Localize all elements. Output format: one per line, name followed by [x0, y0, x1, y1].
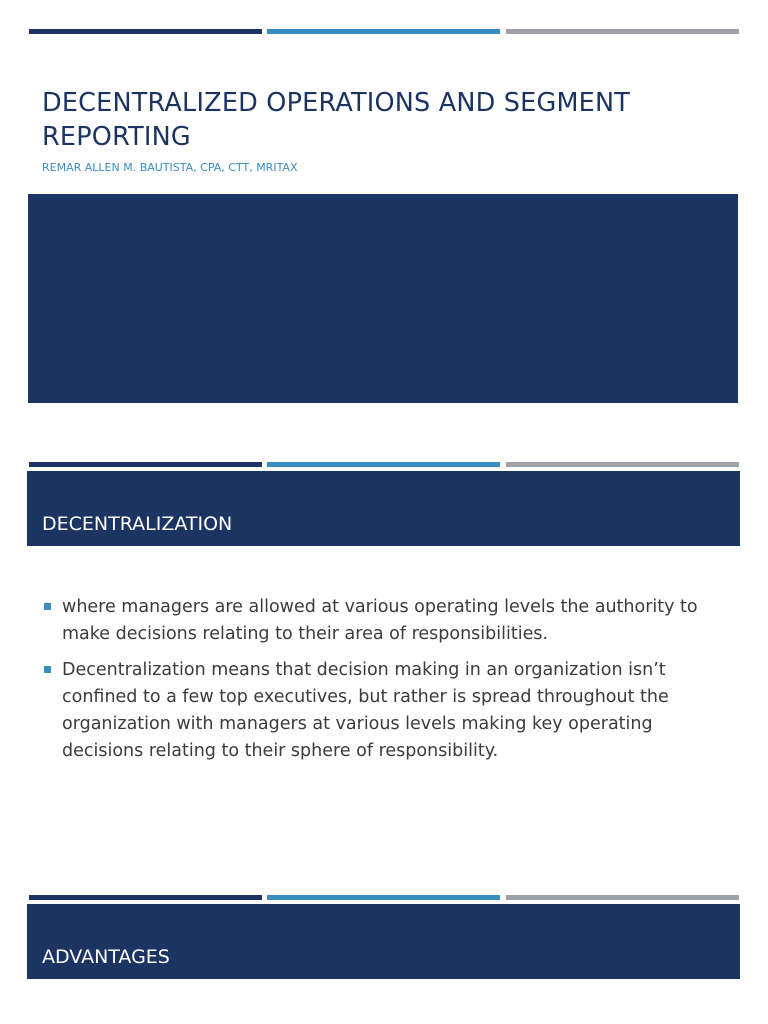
bullet-text: where managers are allowed at various operating levels the authority to make decisions relating to their area of responsibilities.	[62, 597, 698, 644]
square-bullet-icon	[44, 666, 51, 673]
section-header-band	[27, 471, 740, 546]
accent-bars	[29, 895, 739, 900]
list-item	[42, 657, 722, 765]
bullet-list	[42, 594, 722, 774]
square-bullet-icon	[44, 603, 51, 610]
accent-bar-blue	[267, 462, 500, 467]
bullet-text: Decentralization means that decision making in an organization isn’t confined to a few top executives, but rather is spread throughout the organization with managers at various levels making key operating decisions relating to their sphere of responsibility.	[62, 660, 669, 761]
list-item	[42, 594, 722, 648]
accent-bar-navy	[29, 29, 262, 34]
accent-bar-blue	[267, 895, 500, 900]
section-header-band	[27, 904, 740, 979]
accent-bar-blue	[267, 29, 500, 34]
accent-bars	[29, 29, 739, 34]
slide-subtitle: REMAR ALLEN M. BAUTISTA, CPA, CTT, MRITAX	[42, 161, 298, 174]
accent-bar-gray	[506, 895, 739, 900]
accent-bar-gray	[506, 29, 739, 34]
section-heading: ADVANTAGES	[42, 946, 170, 968]
accent-bar-navy	[29, 462, 262, 467]
slide-title: DECENTRALIZED OPERATIONS AND SEGMENT REPORTING	[42, 88, 631, 152]
section-heading: DECENTRALIZATION	[42, 513, 233, 535]
accent-bar-gray	[506, 462, 739, 467]
title-color-block	[28, 194, 738, 403]
accent-bars	[29, 462, 739, 467]
accent-bar-navy	[29, 895, 262, 900]
